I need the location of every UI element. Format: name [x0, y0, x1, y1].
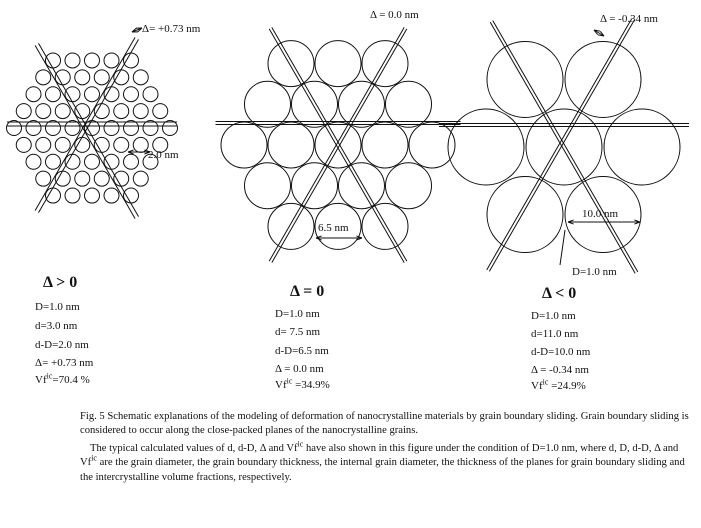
grain-circle — [36, 70, 51, 85]
grain-circle — [75, 137, 90, 152]
grain-circle — [124, 87, 139, 102]
grain-circle — [268, 122, 314, 168]
grain-circle — [386, 163, 432, 209]
grain-circle — [245, 81, 291, 127]
grain-circle — [143, 87, 158, 102]
grain-circle — [26, 87, 41, 102]
grain-circle — [245, 163, 291, 209]
grain-circle — [36, 104, 51, 119]
panel-3-condition: Δ < 0 — [542, 285, 577, 302]
grain-circle — [55, 137, 70, 152]
grain-circle — [104, 121, 119, 136]
panel-2-condition: Δ = 0 — [290, 283, 325, 300]
grain-circle — [386, 81, 432, 127]
grain-circle — [65, 87, 80, 102]
panel-1-value-dD: d-D=2.0 nm — [35, 339, 89, 351]
grain-circle — [94, 137, 109, 152]
panel-1-value-vf: $Vf^{ic}=70.4$ % — [35, 371, 90, 386]
grain-circle — [362, 122, 408, 168]
figure-caption — [80, 410, 690, 485]
grain-circle — [153, 104, 168, 119]
grain-circle — [75, 104, 90, 119]
panel-3-diameter-label: 10.0 nm — [582, 208, 619, 220]
panel-2-delta-label: Δ = 0.0 nm — [370, 9, 419, 21]
grain-circle — [16, 137, 31, 152]
grain-circle — [104, 188, 119, 203]
grain-circle — [339, 81, 385, 127]
grain-circle — [85, 188, 100, 203]
grain-circle — [46, 154, 61, 169]
grain-circle — [221, 122, 267, 168]
grain-circle — [124, 121, 139, 136]
grain-circle — [163, 121, 178, 136]
grain-circle — [339, 163, 385, 209]
grain-circle — [65, 188, 80, 203]
panel-1-condition: Δ > 0 — [43, 274, 78, 291]
panel-3-value-D: D=1.0 nm — [531, 310, 576, 322]
panel-1-grain-model — [7, 28, 178, 219]
panel-2-value-d: d= 7.5 nm — [275, 326, 321, 338]
grain-circle — [46, 188, 61, 203]
panel-2-value-dD: d-D=6.5 nm — [275, 345, 329, 357]
grain-circle — [104, 87, 119, 102]
sliding-plane — [493, 21, 638, 272]
grain-circle — [104, 154, 119, 169]
grain-circle — [46, 121, 61, 136]
grain-circle — [85, 121, 100, 136]
grain-circle — [104, 53, 119, 68]
panel-1-value-D: D=1.0 nm — [35, 301, 80, 313]
caption-body: The typical calculated values of d, d-D, Δ and $Vf^{ic}$ have also shown in this figure under the condition of D=1.0 nm, where d, D, d-D, Δ and $Vf^{ic}$ are the grain diameter, the grain boundary thickness, the internal grain diameter, the thickness of the planes for grain boundary sliding and the intercrystalline volume fractions, respectively. — [80, 439, 685, 483]
sliding-plane — [490, 22, 635, 273]
grain-circle — [26, 154, 41, 169]
grain-circle — [16, 104, 31, 119]
grain-circle — [75, 70, 90, 85]
grain-circle — [292, 163, 338, 209]
grain-circle — [143, 121, 158, 136]
grain-circle — [94, 171, 109, 186]
panel-2-value-D: D=1.0 nm — [275, 308, 320, 320]
grain-circle — [114, 171, 129, 186]
grain-circle — [487, 41, 563, 117]
panel-3-value-vf: $Vf^{ic} =24.9\%$ — [531, 377, 586, 392]
grain-circle — [114, 137, 129, 152]
panel-1-value-delta: Δ= +0.73 nm — [35, 357, 94, 369]
grain-circle — [75, 171, 90, 186]
panel-1-spacing-label: 2.0 nm — [148, 149, 179, 161]
panel-3-delta-label: Δ = -0.34 nm — [600, 13, 658, 25]
grain-circle — [292, 81, 338, 127]
grain-circle — [133, 171, 148, 186]
grain-circle — [315, 122, 361, 168]
grain-circle — [114, 70, 129, 85]
grain-circle — [65, 53, 80, 68]
panel-3-value-delta: Δ = -0.34 nm — [531, 364, 589, 376]
panel-3-value-dD: d-D=10.0 nm — [531, 346, 591, 358]
caption-title: Fig. 5 Schematic explanations of the modeling of deformation of nanocrystalline materials by grain boundary sliding. Grain boundary sliding is considered to occur along the close-packed planes of the nanocrystalline grains. — [80, 411, 689, 437]
panel-2-value-delta: Δ = 0.0 nm — [275, 363, 324, 375]
grain-circle — [65, 121, 80, 136]
panel-3-boundary-label: D=1.0 nm — [572, 266, 617, 278]
grain-circle — [114, 104, 129, 119]
grain-circle — [36, 137, 51, 152]
grain-circle — [448, 109, 524, 185]
grain-circle — [487, 177, 563, 253]
grain-circle — [85, 53, 100, 68]
grain-circle — [26, 121, 41, 136]
grain-circle — [362, 203, 408, 249]
grain-circle — [55, 70, 70, 85]
boundary-pointer — [560, 230, 565, 265]
grain-circle — [133, 104, 148, 119]
grain-circle — [315, 41, 361, 87]
grain-circle — [7, 121, 22, 136]
grain-circle — [268, 203, 314, 249]
grain-circle — [133, 70, 148, 85]
grain-circle — [526, 109, 602, 185]
grain-circle — [565, 41, 641, 117]
panel-3-value-d: d=11.0 nm — [531, 328, 579, 340]
grain-circle — [55, 104, 70, 119]
grain-circle — [55, 171, 70, 186]
grain-circle — [46, 53, 61, 68]
panel-1-delta-label: Δ= +0.73 nm — [142, 23, 201, 35]
grain-circle — [94, 104, 109, 119]
grain-circle — [604, 109, 680, 185]
grain-circle — [46, 87, 61, 102]
panel-1-value-d: d=3.0 nm — [35, 320, 78, 332]
grain-circle — [124, 53, 139, 68]
grain-circle — [124, 154, 139, 169]
grain-circle — [85, 87, 100, 102]
grain-circle — [36, 171, 51, 186]
grain-circle — [65, 154, 80, 169]
panel-2-diameter-label: 6.5 nm — [318, 222, 349, 234]
panel-3-grain-model — [439, 19, 689, 274]
panel-2-value-vf: $Vf^{ic} =34.9\%$ — [275, 376, 330, 391]
grain-circle — [268, 41, 314, 87]
grain-circle — [362, 41, 408, 87]
grain-circle — [124, 188, 139, 203]
grain-circle — [85, 154, 100, 169]
grain-circle — [94, 70, 109, 85]
